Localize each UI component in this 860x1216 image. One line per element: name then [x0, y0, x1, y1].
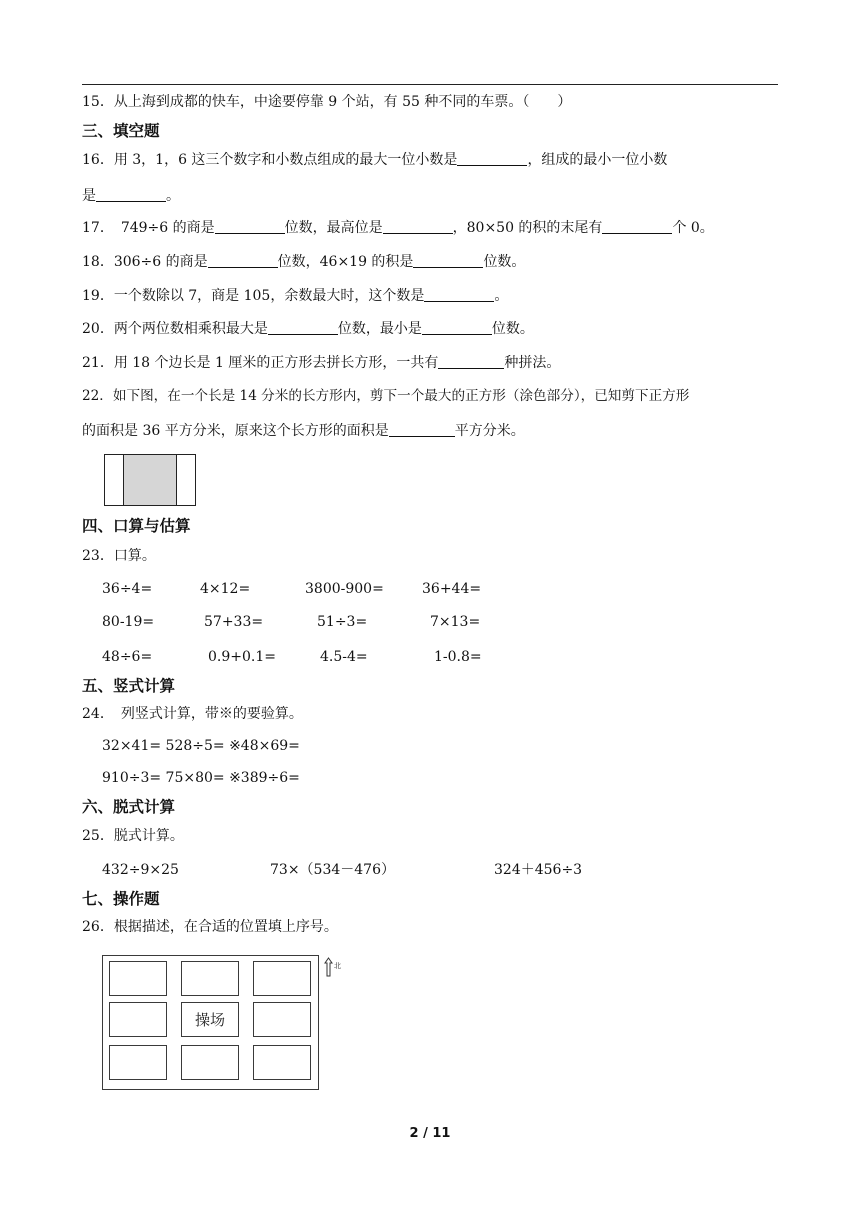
q17-text-3: ，80×50 的积的末尾有: [452, 220, 603, 236]
map-cell[interactable]: [109, 961, 167, 996]
oral-item: 57+33=: [204, 614, 264, 630]
answer-blank[interactable]: [413, 253, 483, 268]
oral-item: 4.5-4=: [320, 649, 368, 665]
question-20: [82, 319, 534, 339]
answer-blank[interactable]: [383, 219, 453, 234]
answer-blank[interactable]: [268, 320, 338, 335]
oral-item: 7×13=: [430, 614, 481, 630]
answer-blank[interactable]: [602, 219, 672, 234]
question-16: [82, 150, 667, 170]
q19-text-2: 。: [494, 288, 509, 304]
question-17: [82, 218, 714, 238]
campus-map: [102, 955, 319, 1090]
q20-text-1: 20．两个两位数相乘积最大是: [82, 321, 268, 337]
oral-item: 48÷6=: [102, 649, 153, 665]
q18-text-2: 位数，46×19 的积是: [277, 254, 414, 270]
q16-text-2: ，组成的最小一位小数: [527, 152, 668, 168]
q20-text-3: 位数。: [491, 321, 534, 337]
oral-item: 51÷3=: [317, 614, 368, 630]
vertical-calc-row: 910÷3= 75×80= ※389÷6=: [102, 770, 300, 786]
answer-blank[interactable]: [422, 320, 492, 335]
oral-item: 3800-900=: [305, 581, 384, 597]
page-number: 2 / 11: [409, 1126, 451, 1141]
oral-item: 1-0.8=: [434, 649, 482, 665]
q20-text-2: 位数，最小是: [337, 321, 422, 337]
q21-text-2: 种拼法。: [504, 355, 561, 371]
vertical-calc-row: 32×41= 528÷5= ※48×69=: [102, 738, 300, 754]
answer-blank[interactable]: [457, 151, 527, 166]
question-16-cont: [82, 186, 180, 206]
question-23: 23．口算。: [82, 548, 156, 564]
section-7-title: 七、操作题: [82, 890, 160, 908]
header-rule: [82, 84, 778, 85]
question-15: 15．从上海到成都的快车，中途要停靠 9 个站，有 55 种不同的车票。（ ）: [82, 94, 572, 110]
answer-blank[interactable]: [389, 422, 455, 437]
section-6-title: 六、脱式计算: [82, 798, 176, 816]
question-18: [82, 252, 525, 272]
question-22-cont: [82, 421, 525, 441]
north-label: 北: [334, 962, 341, 970]
q17-text-1: 17． 749÷6 的商是: [82, 220, 215, 236]
q21-text-1: 21．用 18 个边长是 1 厘米的正方形去拼长方形，一共有: [82, 355, 439, 371]
answer-blank[interactable]: [96, 187, 166, 202]
oral-item: 36÷4=: [102, 581, 153, 597]
question-19: [82, 286, 508, 306]
q18-text-1: 18．306÷6 的商是: [82, 254, 208, 270]
oral-item: 80-19=: [102, 614, 155, 630]
answer-blank[interactable]: [438, 354, 504, 369]
oral-item: 4×12=: [200, 581, 251, 597]
stepwise-item: 73×（534－476）: [270, 862, 395, 878]
question-21: [82, 353, 560, 373]
section-4-title: 四、口算与估算: [82, 517, 191, 535]
question-24: 24． 列竖式计算，带※的要验算。: [82, 706, 303, 722]
q22-text-3: 平方分米。: [454, 423, 525, 439]
map-cell[interactable]: [181, 961, 239, 996]
stepwise-item: 324＋456÷3: [494, 862, 583, 878]
section-3-title: 三、填空题: [82, 122, 160, 140]
map-cell[interactable]: [181, 1045, 239, 1080]
playground-label: 操场: [181, 1002, 239, 1037]
answer-blank[interactable]: [424, 287, 494, 302]
q16-text-1: 16．用 3，1，6 这三个数字和小数点组成的最大一位小数是: [82, 152, 458, 168]
rectangle-figure: [104, 454, 196, 506]
north-indicator: [324, 957, 341, 977]
q16-text-4: 。: [166, 188, 180, 204]
oral-item: 36+44=: [422, 581, 482, 597]
answer-blank[interactable]: [215, 219, 285, 234]
map-cell[interactable]: [109, 1002, 167, 1037]
oral-item: 0.9+0.1=: [208, 649, 276, 665]
q19-text-1: 19．一个数除以 7，商是 105，余数最大时，这个数是: [82, 288, 425, 304]
map-cell[interactable]: [253, 961, 311, 996]
stepwise-item: 432÷9×25: [102, 862, 179, 878]
north-arrow-icon: [324, 957, 333, 977]
map-cell[interactable]: [109, 1045, 167, 1080]
question-25: 25．脱式计算。: [82, 828, 184, 844]
map-cell[interactable]: [253, 1002, 311, 1037]
question-26: 26．根据描述，在合适的位置填上序号。: [82, 919, 338, 935]
q16-text-3: 是: [82, 188, 96, 204]
shaded-square: [123, 455, 177, 505]
answer-blank[interactable]: [208, 253, 278, 268]
q22-text-2: 的面积是 36 平方分米，原来这个长方形的面积是: [82, 423, 389, 439]
question-22: 22．如下图，在一个长是 14 分米的长方形内，剪下一个最大的正方形（涂色部分），已知剪下正方形: [82, 388, 690, 404]
section-5-title: 五、竖式计算: [82, 677, 176, 695]
q18-text-3: 位数。: [483, 254, 526, 270]
q17-text-4: 个 0。: [672, 220, 714, 236]
q17-text-2: 位数，最高位是: [284, 220, 383, 236]
map-cell[interactable]: [253, 1045, 311, 1080]
